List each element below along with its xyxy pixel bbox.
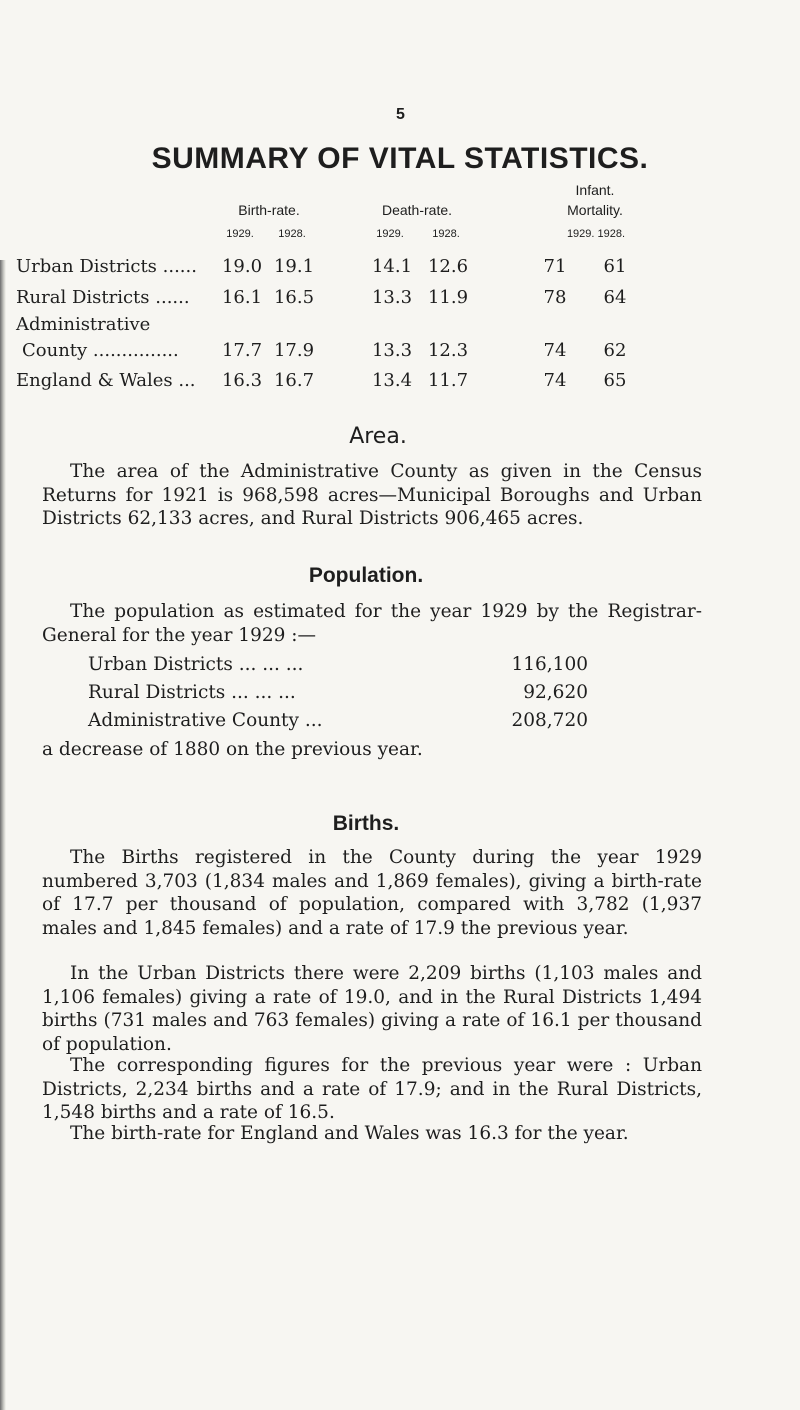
value-cell: 74 — [543, 340, 567, 361]
value-cell: 11.9 — [427, 287, 469, 308]
value-cell: 13.4 — [371, 370, 413, 391]
value-cell: 71 — [543, 256, 567, 277]
value-cell: 61 — [603, 256, 627, 277]
value-cell: 12.3 — [427, 340, 469, 361]
header-death-rate: Death-rate. — [381, 202, 453, 218]
value-cell: 17.9 — [273, 340, 315, 361]
population-label: Rural Districts — [88, 682, 226, 703]
value-cell: 16.1 — [221, 287, 263, 308]
births-paragraph: The Births registered in the County during the year 1929 numbered 3,703 (1,834 males and 1,869 females), giving a birth-rate of 17.7 per thousand of population, compared with 3,782 (1,937 males and 1,845 females) and a rate of 17.9 the previous year. — [42, 847, 702, 939]
row-label: Urban Districts — [16, 256, 157, 277]
births-heading: Births. — [332, 812, 400, 835]
leader-dots: ... ... ... — [225, 682, 296, 703]
page-title: SUMMARY OF VITAL STATISTICS. — [151, 142, 649, 175]
population-value: 208,720 — [511, 710, 588, 731]
area-paragraph: The area of the Administrative County as given in the Census Returns for 1921 is 968,598 acres—Municipal Boroughs and Urban Districts 62,133 acres, and Rural Districts 906,465 acres. — [42, 461, 702, 529]
value-cell: 74 — [543, 370, 567, 391]
area-heading: Area. — [349, 424, 407, 449]
leader-dots: ............... — [87, 340, 179, 361]
leader-dots: ...... — [149, 287, 190, 308]
births-paragraph: The corresponding figures for the previous year were : Urban Districts, 2,234 births and a rate of 17.9; and in the Rural Districts, 1,548 births and a rate of 16.5. — [42, 1055, 702, 1123]
value-cell: 14.1 — [371, 256, 413, 277]
value-cell: 16.3 — [221, 370, 263, 391]
value-cell: 78 — [543, 287, 567, 308]
leader-dots: ...... — [156, 256, 197, 277]
leader-dots: ... — [172, 370, 196, 391]
value-cell: 11.7 — [427, 370, 469, 391]
population-label: Administrative County — [88, 710, 299, 731]
row-label: Administrative — [16, 314, 151, 335]
population-value: 92,620 — [523, 682, 588, 703]
population-heading: Population. — [308, 564, 424, 587]
row-label: England & Wales — [16, 370, 173, 391]
value-cell: 19.1 — [273, 256, 315, 277]
births-paragraph: The birth-rate for England and Wales was 16.3 for the year. — [70, 1123, 629, 1144]
value-cell: 17.7 — [221, 340, 263, 361]
year-header: 1928. — [278, 228, 306, 240]
year-header: 1929. 1928. — [566, 228, 626, 240]
year-header: 1928. — [432, 228, 460, 240]
value-cell: 12.6 — [427, 256, 469, 277]
value-cell: 13.3 — [371, 287, 413, 308]
value-cell: 19.0 — [221, 256, 263, 277]
row-label: Rural Districts — [16, 287, 150, 308]
page-number: 5 — [396, 106, 405, 123]
year-header: 1929. — [376, 228, 404, 240]
births-paragraph: In the Urban Districts there were 2,209 births (1,103 males and 1,106 females) giving a rate of 19.0, and in the Rural Districts 1,494 births (731 males and 763 females) giving a rate of 16.1 per thousand of population. — [42, 963, 702, 1055]
year-header: 1929. — [226, 228, 254, 240]
leader-dots: ... — [298, 710, 323, 731]
population-value: 116,100 — [511, 654, 588, 675]
value-cell: 16.7 — [273, 370, 315, 391]
population-label: Urban Districts — [88, 654, 233, 675]
header-mortality: Mortality. — [567, 202, 623, 218]
value-cell: 65 — [603, 370, 627, 391]
header-birth-rate: Birth-rate. — [238, 202, 300, 218]
header-infant: Infant. — [575, 182, 615, 198]
row-label: County — [22, 340, 88, 361]
value-cell: 16.5 — [273, 287, 315, 308]
population-intro: The population as estimated for the year 1929 by the Registrar-General for the year 1929 :— — [42, 601, 702, 646]
value-cell: 64 — [603, 287, 627, 308]
leader-dots: ... ... ... — [232, 654, 304, 675]
value-cell: 62 — [603, 340, 627, 361]
value-cell: 13.3 — [371, 340, 413, 361]
population-note: a decrease of 1880 on the previous year. — [42, 739, 423, 760]
